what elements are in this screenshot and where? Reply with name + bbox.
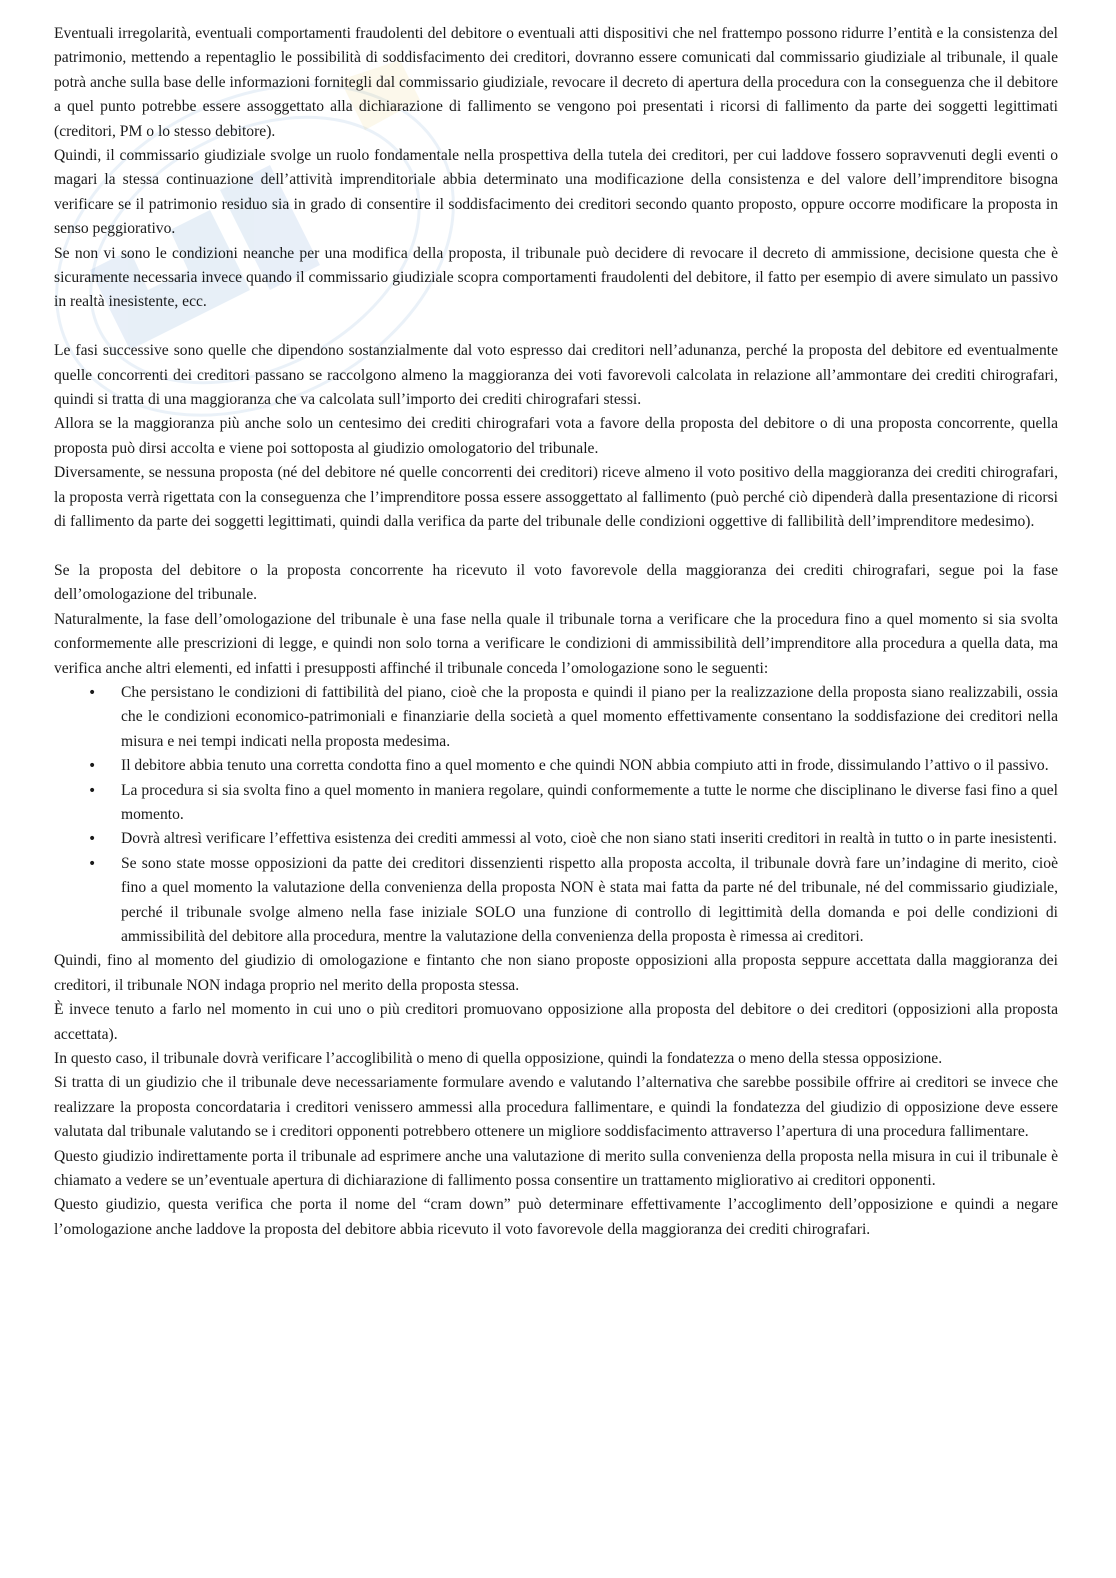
- paragraph: Questo giudizio, questa verifica che porta il nome del “cram down” può determinare effettivamente l’accoglimento dell’opposizione e quindi a negare l’omologazione anche laddove la proposta del debitore abbia ricevuto il voto favorevole della maggioranza dei crediti chirografari.: [54, 1196, 1058, 1238]
- paragraph: Diversamente, se nessuna proposta (né del debitore né quelle concorrenti dei creditori) riceve almeno il voto positivo della maggioranza dei crediti chirografari, la proposta verrà rigettata con la conseguenza che l’imprenditore possa essere assoggettato al fallimento (può perché ciò dipenderà dalla presentazione di ricorsi di fallimento da parte dei soggetti legittimati, quindi dalla verifica da parte del tribunale delle condizioni oggettive di fallibilità dell’imprenditore medesimo).: [54, 464, 1058, 531]
- paragraph: Le fasi successive sono quelle che dipendono sostanzialmente dal voto espresso dai creditori nell’adunanza, perché la proposta del debitore ed eventualmente quelle concorrenti dei creditori passano se raccolgono almeno la maggioranza dei voti favorevoli calcolata in relazione all’ammontare dei crediti chirografari, quindi si tratta di una maggioranza che va calcolata sull’importo dei crediti chirografari stessi.: [54, 342, 1058, 409]
- section-voto-creditori: [54, 339, 1058, 534]
- paragraph: Naturalmente, la fase dell’omologazione del tribunale è una fase nella quale il tribunale torna a verificare che la procedura fino a quel momento si sia svolta conformemente alle prescrizioni di legge, e quindi non solo torna a verificare le condizioni di ammissibilità dell’imprenditore alla procedura a quella data, ma verifica anche altri elementi, ed infatti i presupposti affinché il tribunale conceda l’omologazione sono le seguenti:: [54, 610, 1058, 677]
- presupposti-list: [54, 681, 1058, 949]
- paragraph: È invece tenuto a farlo nel momento in cui uno o più creditori promuovano opposizione alla proposta del debitore o dei creditori (opposizioni alla proposta accettata).: [54, 1001, 1058, 1043]
- paragraph: Se non vi sono le condizioni neanche per una modifica della proposta, il tribunale può decidere di revocare il decreto di ammissione, decisione questa che è sicuramente necessaria invece quando il commissario giudiziale scopra comportamenti fraudolenti del debitore, il fatto per esempio di avere simulato un passivo in realtà inesistente, ecc.: [54, 244, 1058, 311]
- paragraph: Quindi, fino al momento del giudizio di omologazione e fintanto che non siano proposte opposizioni alla proposta seppure accettata dalla maggioranza dei creditori, il tribunale NON indaga proprio nel merito della proposta stessa.: [54, 952, 1058, 994]
- paragraph: Si tratta di un giudizio che il tribunale deve necessariamente formulare avendo e valutando l’alternativa che sarebbe possibile offrire ai creditori se invece che realizzare la proposta concordataria i creditori venissero ammessi alla procedura fallimentare, e quindi la fondatezza del giudizio di opposizione deve essere valutata dal tribunale valutando se i creditori opponenti potrebbero ottenere un migliore soddisfacimento attraverso l’apertura di una procedura fallimentare.: [54, 1074, 1058, 1141]
- paragraph: Allora se la maggioranza più anche solo un centesimo dei crediti chirografari vota a favore della proposta del debitore o di una proposta concorrente, quella proposta può dirsi accolta e viene poi sottoposta al giudizio omologatorio del tribunale.: [54, 415, 1058, 457]
- document-page: [54, 22, 1058, 1242]
- list-item: • Dovrà altresì verificare l’effettiva esistenza dei crediti ammessi al voto, cioè che non siano stati inseriti creditori in realtà in tutto o in parte inesistenti.: [54, 827, 1058, 851]
- paragraph: Se la proposta del debitore o la proposta concorrente ha ricevuto il voto favorevole della maggioranza dei crediti chirografari, segue poi la fase dell’omologazione del tribunale.: [54, 561, 1058, 604]
- section-omologazione: [54, 559, 1058, 1242]
- list-item: • Che persistano le condizioni di fattibilità del piano, cioè che la proposta e quindi il piano per la realizzazione della proposta siano realizzabili, ossia che le condizioni economico-patrimoniali e finanziarie della società a quel momento effettivamente consentano la soddisfazione dei creditori nella misura e nei tempi indicati nella proposta medesima.: [54, 681, 1058, 754]
- paragraph-gap: [54, 535, 1058, 559]
- paragraph-gap: [54, 315, 1058, 339]
- list-item: • Se sono state mosse opposizioni da patte dei creditori dissenzienti rispetto alla proposta accolta, il tribunale dovrà fare un’indagine di merito, cioè fino a quel momento la valutazione della convenienza della proposta NON è stata mai fatta da parte né del tribunale, né del commissario giudiziale, perché il tribunale svolge almeno nella fase iniziale SOLO una funzione di controllo di legittimità della domanda e poi delle condizioni di ammissibilità del debitore alla procedura, mentre la valutazione della convenienza della proposta è rimessa ai creditori.: [54, 852, 1058, 950]
- list-item: • La procedura si sia svolta fino a quel momento in maniera regolare, quindi conformemente a tutte le norme che disciplinano le diverse fasi fino a quel momento.: [54, 779, 1058, 828]
- section-revoca: [54, 22, 1058, 315]
- paragraph: Quindi, il commissario giudiziale svolge un ruolo fondamentale nella prospettiva della tutela dei creditori, per cui laddove fossero sopravvenuti degli eventi o magari la stessa continuazione dell’attività imprenditoriale abbia determinato una modificazione della consistenza e del valore dell’imprenditore bisogna verificare se il patrimonio residuo sia in grado di consentire il soddisfacimento dei creditori secondo quanto proposto, oppure occorre modificare la proposta in senso peggiorativo.: [54, 147, 1058, 238]
- paragraph: In questo caso, il tribunale dovrà verificare l’accoglibilità o meno di quella opposizione, quindi la fondatezza o meno della stessa opposizione.: [54, 1050, 943, 1068]
- list-item: • Il debitore abbia tenuto una corretta condotta fino a quel momento e che quindi NON abbia compiuto atti in frode, dissimulando l’attivo o il passivo.: [54, 754, 1058, 778]
- paragraph: Questo giudizio indirettamente porta il tribunale ad esprimere anche una valutazione di merito sulla convenienza della proposta nella misura in cui il tribunale è chiamato a vedere se un’eventuale apertura di dichiarazione di fallimento possa consentire un trattamento migliorativo ai creditori opponenti.: [54, 1147, 1058, 1190]
- paragraph: Eventuali irregolarità, eventuali comportamenti fraudolenti del debitore o eventuali atti dispositivi che nel frattempo possono ridurre l’entità e la consistenza del patrimonio, mettendo a repentaglio le possibilità di soddisfacimento dei creditori, dovranno essere comunicati dal commissario giudiziale al tribunale, il quale potrà anche sulla base delle informazioni fornitegli dal commissario giudiziale, revocare il decreto di apertura della procedura con la conseguenza che il debitore a quel punto potrebbe essere assoggettato alla dichiarazione di fallimento se vengono poi presentati i ricorsi di fallimento da parte dei soggetti legittimati (creditori, PM o lo stesso debitore).: [54, 25, 1058, 140]
